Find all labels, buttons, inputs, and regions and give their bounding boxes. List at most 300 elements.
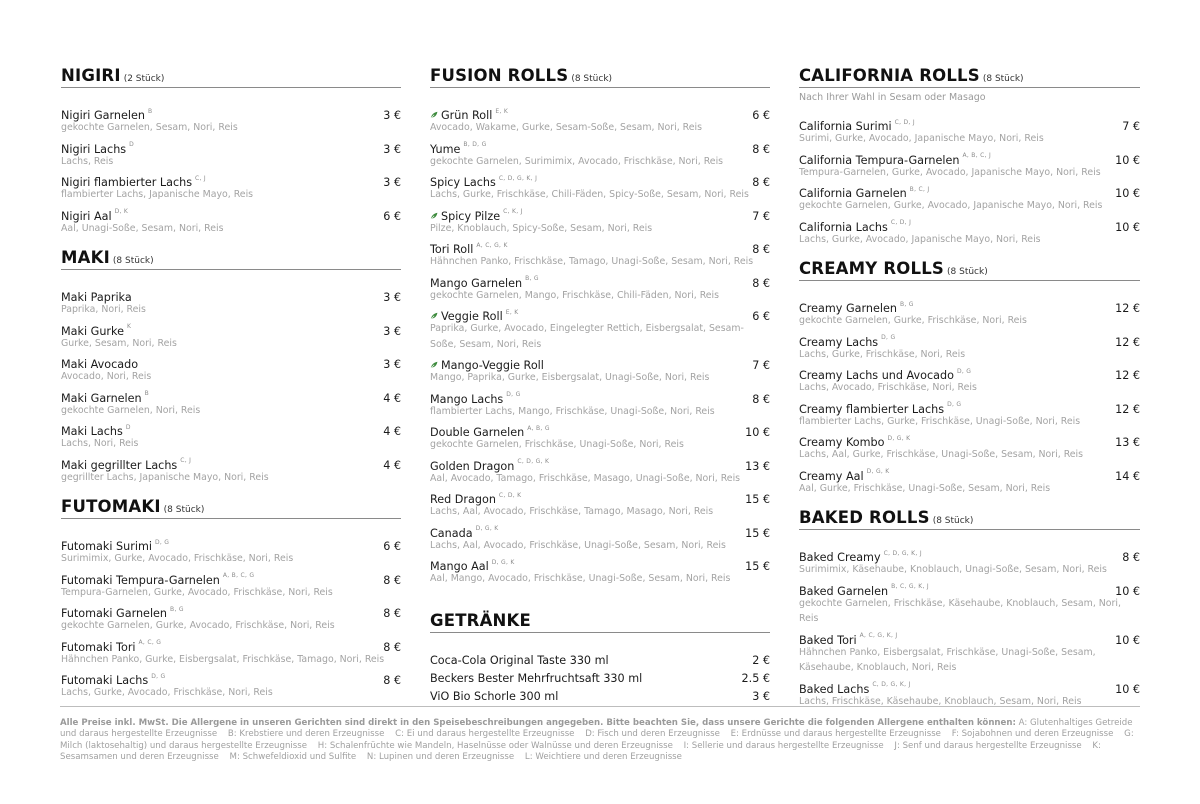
section-note: Nach Ihrer Wahl in Sesam oder Masago [799,92,986,103]
menu-item-row [430,649,770,665]
section-title: FUTOMAKI [61,497,161,516]
menu-item-description: Lachs, Aal, Avocado, Frischkäse, Unagi-Soße, Sesam, Nori, Reis [430,539,726,551]
menu-item-description: Lachs, Nori, Reis [61,438,139,449]
allergen-codes: E, K [495,107,509,115]
menu-item [799,465,1140,497]
section-getranke [430,589,770,701]
allergen-codes: C, D, G, K [517,458,550,466]
menu-item-row [61,353,401,369]
menu-item [430,522,770,554]
menu-item-row [799,331,1140,347]
allergen-codes: B, G [899,300,914,308]
allergen-codes: D, G [881,334,896,342]
menu-item-name-wrap [430,685,558,704]
section-header [61,66,401,88]
allergen-legend-item: K: Sesamsamen und deren Erzeugnisse [60,740,1101,762]
menu-item-price: 8 € [752,243,770,256]
menu-item [61,636,401,668]
menu-item-row [430,555,770,571]
allergen-legend-item: A: Glutenhaltiges Getreide und daraus hergestellte Erzeugnisse [60,718,1133,740]
section-portion: (8 Stück) [571,74,613,84]
menu-item [799,678,1140,710]
section-baked-rolls [799,498,1140,709]
menu-item [799,149,1140,181]
menu-item-name: Baked Lachs [799,682,870,696]
allergen-legend-item: F: Sojabohnen und deren Erzeugnisse [951,729,1114,740]
menu-item [430,171,770,203]
menu-item-price: 8 € [752,392,770,406]
menu-item-name: Coca-Cola Original Taste 330 ml [430,653,609,667]
menu-item-name: ViO Bio Schorle 300 ml [430,689,559,703]
menu-item-price: 12 € [1115,369,1140,382]
menu-item-price: 4 € [383,458,401,472]
menu-item-price: 3 € [383,142,401,156]
menu-item [430,488,770,520]
menu-item [61,535,401,567]
menu-item [799,331,1140,363]
section-maki [61,238,401,485]
section-nigiri [61,66,401,236]
menu-item-description: Pilze, Knoblauch, Spicy-Soße, Sesam, Nori, Reis [430,222,653,234]
menu-item-price: 12 € [1115,335,1140,349]
menu-item-price: 7 € [752,359,770,372]
menu-item-price: 8 € [752,276,770,290]
menu-item [430,138,770,170]
menu-item-price: 4 € [383,425,401,438]
allergen-codes: D, G [956,367,972,375]
menu-item-name: Futomaki Tori [61,640,136,654]
allergen-codes: D, G [154,538,170,546]
allergen-codes: D, G [151,672,166,680]
menu-item [430,685,770,701]
menu-item [61,286,401,318]
menu-item-name: Nigiri Garnelen [61,109,145,122]
menu-item-name: Double Garnelen [430,426,525,439]
menu-item [430,305,770,352]
menu-item-row [799,115,1140,131]
menu-item-name: Nigiri Lachs [61,142,127,156]
menu-item-description: Lachs, Gurke, Avocado, Frischkäse, Nori, Reis [61,687,273,698]
menu-item-row [430,104,770,120]
menu-item-name: Maki Lachs [61,425,123,438]
menu-column-3 [799,66,1140,711]
veggie-leaf-icon [430,111,438,119]
menu-item-price: 14 € [1115,469,1140,483]
section-california-rolls [799,66,1140,247]
menu-item-row [799,465,1140,481]
menu-item-description: gekochte Garnelen, Gurke, Frischkäse, Nori, Reis [799,315,1027,326]
allergen-legend-item: M: Schwefeldioxid und Sulfite [229,751,357,762]
menu-item-row [61,286,401,302]
menu-item-list [61,535,401,701]
menu-item-name: Mango Garnelen [430,276,523,290]
menu-item-name: Futomaki Surimi [61,540,152,553]
menu-item-name: Maki Paprika [61,291,132,304]
allergen-codes: D [129,141,135,149]
section-header [61,497,401,519]
menu-item-row [61,320,401,336]
menu-item-row [61,387,401,403]
allergen-codes: C, D, K [498,491,522,499]
menu-item-name: Red Dragon [430,493,496,506]
menu-item-description: Lachs, Frischkäse, Käsehaube, Knoblauch, Sesam, Nori, Reis [799,695,1082,707]
menu-item-row [430,138,770,154]
menu-item-name: Creamy Lachs und Avocado [799,369,954,382]
menu-item [61,420,401,452]
section-title: GETRÄNKE [430,610,532,630]
menu-item-description: Avocado, Nori, Reis [61,371,152,382]
menu-item-row [430,421,770,437]
menu-item-row [799,546,1140,562]
section-futomaki [61,487,401,701]
menu-item-row [61,602,401,618]
section-portion: (2 Stück) [123,74,165,84]
allergen-codes: A, B, C, G [222,572,255,580]
menu-item-description: Aal, Gurke, Frischkäse, Unagi-Soße, Sesam, Nori, Reis [799,482,1051,494]
menu-item-price: 2.5 € [741,671,770,685]
menu-item-description: Aal, Mango, Avocado, Frischkäse, Unagi-Soße, Sesam, Nori, Reis [430,573,731,584]
menu-item-description: Avocado, Wakame, Gurke, Sesam-Soße, Sesam, Nori, Reis [430,122,702,133]
menu-item-list [430,649,770,701]
menu-item [430,421,770,453]
menu-item-row [799,629,1140,645]
menu-item-price: 8 € [383,674,401,687]
menu-item-row [799,182,1140,198]
menu-item-name: Creamy Kombo [799,436,885,449]
menu-item-price: 3 € [752,689,770,703]
menu-item-name: Nigiri flambierter Lachs [61,176,193,189]
menu-item [799,546,1140,578]
menu-item-name: Creamy Lachs [799,335,879,349]
allergen-codes: A, B, C, J [962,152,992,160]
menu-item-description: Surimimix, Gurke, Avocado, Frischkäse, Nori, Reis [61,553,294,564]
allergen-codes: A, C, G [138,639,162,647]
menu-item-price: 13 € [745,459,770,473]
menu-item-row [430,238,770,254]
menu-item-row [61,138,401,154]
menu-item-name: Maki Gurke [61,324,124,338]
menu-item-row [61,535,401,551]
menu-item-description: Hähnchen Panko, Frischkäse, Tamago, Unagi-Soße, Sesam, Nori, Reis [430,256,754,267]
menu-item-name: Maki gegrillter Lachs [61,458,178,472]
allergen-codes: B, G [170,605,184,613]
menu-item-list [799,546,1140,709]
menu-item-description: flambierter Lachs, Japanische Mayo, Reis [61,189,254,200]
menu-item [799,216,1140,248]
section-portion: (8 Stück) [982,74,1024,84]
section-portion: (8 Stück) [163,505,205,515]
menu-item-price: 15 € [745,493,770,506]
menu-item-list [61,104,401,236]
menu-item-name: Maki Garnelen [61,391,142,405]
menu-item-row [799,678,1140,694]
menu-item-price: 8 € [383,573,401,587]
menu-item-name: Baked Garnelen [799,584,889,598]
section-portion: (8 Stück) [932,516,974,526]
allergen-codes: D, G, K [866,468,890,476]
section-title: MAKI [61,248,110,267]
menu-item-name-wrap [430,649,609,668]
allergen-codes: A, C, G, K, J [859,632,898,640]
allergen-codes: D, G, K [475,525,499,533]
menu-item-price: 3 € [383,291,401,304]
menu-item-name: California Tempura-Garnelen [799,153,960,167]
menu-item [430,354,770,386]
menu-item-description: Surimi, Gurke, Avocado, Japanische Mayo, Nori, Reis [799,133,1044,144]
menu-item [430,272,770,304]
menu-item [799,115,1140,147]
menu-item-description: Tempura-Garnelen, Gurke, Avocado, Japanische Mayo, Nori, Reis [799,166,1101,178]
allergen-codes: E, K [505,308,519,316]
menu-item-description: Tempura-Garnelen, Gurke, Avocado, Frischkäse, Nori, Reis [61,586,333,598]
menu-item-row [799,149,1140,165]
allergen-codes: D, G, K [491,558,515,566]
allergen-codes: C, D, G, K, J [498,174,538,182]
menu-item [61,104,401,136]
menu-item-row [430,488,770,504]
allergen-codes: D, G [506,391,521,399]
section-creamy-rolls [799,249,1140,496]
menu-item-description: Hähnchen Panko, Eisbergsalat, Frischkäse, Unagi-Soße, Sesam, Käsehaube, Knoblauch, Nori, Reis [799,646,1096,673]
menu-item-description: Lachs, Gurke, Avocado, Japanische Mayo, Nori, Reis [799,233,1041,245]
allergen-codes: B, D, G [463,141,487,149]
menu-item-name: Golden Dragon [430,459,515,473]
menu-item-name: Baked Creamy [799,551,881,564]
menu-item [61,569,401,601]
menu-item-row [799,580,1140,596]
allergen-codes: B, C, G, K, J [891,583,929,591]
section-title: BAKED ROLLS [799,508,930,527]
menu-item-description: Mango, Paprika, Gurke, Eisbergsalat, Unagi-Soße, Nori, Reis [430,372,710,383]
section-header [799,508,1140,530]
menu-item-row [430,272,770,288]
menu-item-description: Aal, Avocado, Tamago, Frischkäse, Masago, Unagi-Soße, Nori, Reis [430,472,741,484]
menu-item-row [61,420,401,436]
menu-item-price: 3 € [383,358,401,371]
menu-item-price: 13 € [1115,436,1140,449]
allergen-legend-item: E: Erdnüsse und daraus hergestellte Erzeugnisse [730,729,941,740]
menu-item-description: Paprika, Gurke, Avocado, Eingelegter Rettich, Eisbergsalat, Sesam-Soße, Sesam, Nori, Reis [430,323,744,350]
menu-item-name: Mango Aal [430,560,489,573]
menu-item-price: 4 € [383,391,401,405]
menu-item [61,205,401,237]
allergen-codes: C, D, J [890,219,912,227]
allergen-legend-item: D: Fisch und deren Erzeugnisse [585,729,720,740]
menu-item [430,238,770,270]
menu-item-price: 6 € [752,310,770,323]
menu-item-price: 12 € [1115,302,1140,315]
menu-item-row [430,354,770,370]
menu-item-name: California Surimi [799,120,892,133]
menu-item-description: gekochte Garnelen, Surimimix, Avocado, Frischkäse, Nori, Reis [430,155,724,167]
menu-item-price: 3 € [383,176,401,189]
menu-item-description: Paprika, Nori, Reis [61,304,146,315]
allergen-codes: A, C, G, K [476,241,508,249]
allergen-codes: C, D, J [894,118,915,126]
allergen-codes: K [126,323,132,331]
menu-item-name: Creamy Aal [799,469,864,483]
menu-item-name: Yume [430,142,461,156]
menu-item-description: flambierter Lachs, Mango, Frischkäse, Unagi-Soße, Nori, Reis [430,405,715,417]
menu-item-name: Mango Lachs [430,392,504,406]
allergen-codes: B, G [525,275,539,283]
allergen-codes: C, J [195,174,207,182]
menu-item [799,364,1140,396]
veggie-leaf-icon [430,312,438,320]
menu-item-list [799,297,1140,496]
menu-item-row [430,305,770,321]
menu-item-price: 10 € [1115,153,1140,167]
allergen-codes: A, B, G [527,424,550,432]
allergen-legend-item: L: Weichtiere und deren Erzeugnisse [524,751,682,762]
allergen-codes: D [125,423,131,431]
menu-item [799,182,1140,214]
menu-item-name: Maki Avocado [61,358,139,371]
menu-item-list [799,115,1140,247]
menu-item-name: Mango-Veggie Roll [441,359,544,372]
menu-item [430,104,770,136]
menu-item-description: gekochte Garnelen, Mango, Frischkäse, Chili-Fäden, Nori, Reis [430,289,720,301]
menu-item-row [799,216,1140,232]
menu-item [61,602,401,634]
menu-item-description: gekochte Garnelen, Sesam, Nori, Reis [61,122,238,133]
allergen-legend-item: J: Senf und daraus hergestellte Erzeugnisse [894,740,1082,751]
menu-item-price: 10 € [745,426,770,439]
menu-column-2 [430,66,770,703]
menu-item-description: Aal, Unagi-Soße, Sesam, Nori, Reis [61,222,224,234]
menu-item-description: Lachs, Gurke, Frischkäse, Nori, Reis [799,348,966,360]
menu-item-name: Futomaki Garnelen [61,607,168,620]
menu-item-name-wrap [430,667,642,686]
section-header [61,248,401,270]
menu-item-price: 7 € [752,209,770,223]
menu-item-list [61,286,401,485]
menu-item-price: 6 € [752,109,770,122]
allergen-legend-item: B: Krebstiere und deren Erzeugnisse [227,729,385,740]
menu-item-price: 15 € [745,560,770,573]
menu-item [430,649,770,665]
menu-item-description: gekochte Garnelen, Nori, Reis [61,404,201,416]
menu-item-row [430,455,770,471]
section-header [799,259,1140,281]
menu-item-description: gekochte Garnelen, Frischkäse, Käsehaube, Knoblauch, Sesam, Nori, Reis [799,597,1121,624]
menu-item-price: 8 € [383,607,401,620]
menu-item-price: 8 € [752,142,770,156]
menu-item [61,171,401,203]
menu-item [799,398,1140,430]
menu-item-row [61,569,401,585]
allergen-legend-item: N: Lupinen und deren Erzeugnisse [366,751,515,762]
menu-item-row [61,205,401,221]
allergen-codes: D, G [947,401,962,409]
menu-item [61,387,401,419]
allergen-codes: C, K, J [503,208,523,216]
menu-item-price: 8 € [752,176,770,189]
menu-item [61,669,401,701]
menu-item-list [430,104,770,587]
menu-item-description: Lachs, Reis [61,155,114,167]
menu-item-name: Beckers Bester Mehrfruchtsaft 330 ml [430,671,643,685]
section-header [430,611,770,633]
menu-item-row [799,364,1140,380]
menu-item [799,431,1140,463]
menu-item [799,297,1140,329]
menu-item-row [61,454,401,470]
menu-item-name: California Garnelen [799,187,907,200]
menu-item-row [430,171,770,187]
menu-item-description: Hähnchen Panko, Gurke, Eisbergsalat, Frischkäse, Tamago, Nori, Reis [61,653,385,665]
menu-item-description: flambierter Lachs, Gurke, Frischkäse, Unagi-Soße, Nori, Reis [799,415,1081,427]
menu-item-description: Gurke, Sesam, Nori, Reis [61,337,177,349]
menu-item-price: 8 € [383,640,401,654]
section-portion: (8 Stück) [947,267,988,277]
menu-item-row [430,522,770,538]
menu-item-price: 12 € [1115,402,1140,416]
menu-item-name: Baked Tori [799,633,857,647]
menu-item [430,667,770,683]
menu-item [430,455,770,487]
allergen-footer [60,706,1140,763]
menu-item-name: Tori Roll [430,243,474,256]
menu-item-name: Creamy Garnelen [799,302,897,315]
allergen-legend-item: G: Milch (laktosehaltig) und daraus hergestellte Erzeugnisse [60,729,1134,751]
menu-item-price: 3 € [383,109,401,122]
menu-item-row [61,171,401,187]
allergen-codes: D, K [114,208,129,216]
menu-item-description: gekochte Garnelen, Gurke, Avocado, Japanische Mayo, Nori, Reis [799,200,1103,211]
menu-item [61,454,401,486]
menu-item-price: 3 € [383,324,401,338]
menu-item-row [430,388,770,404]
menu-item [799,580,1140,627]
menu-item-description: gekochte Garnelen, Frischkäse, Unagi-Soße, Nori, Reis [430,439,684,450]
menu-item [430,388,770,420]
section-header [799,66,1140,88]
menu-item-description: Surimimix, Käsehaube, Knoblauch, Unagi-Soße, Sesam, Nori, Reis [799,564,1107,575]
veggie-leaf-icon [430,361,438,369]
allergen-codes: C, D, G, K, J [872,681,911,689]
allergen-legend-item: I: Sellerie und daraus hergestellte Erzeugnisse [683,740,884,751]
menu-item-description: Lachs, Aal, Avocado, Frischkäse, Tamago, Masago, Nori, Reis [430,506,714,517]
section-title: FUSION ROLLS [430,66,569,85]
menu-item-price: 7 € [1122,120,1140,133]
menu-item-price: 10 € [1115,633,1140,647]
section-fusion-rolls [430,66,770,587]
menu-item-price: 10 € [1115,682,1140,696]
menu-item-name: Grün Roll [441,109,493,122]
menu-item [61,138,401,170]
menu-item-price: 6 € [383,209,401,223]
menu-item-name: Creamy flambierter Lachs [799,402,945,416]
menu-item-name: Futomaki Lachs [61,674,149,687]
menu-item-price: 10 € [1115,187,1140,200]
menu-item-description: Lachs, Gurke, Frischkäse, Chili-Fäden, Spicy-Soße, Sesam, Nori, Reis [430,189,749,200]
veggie-leaf-icon [430,212,438,220]
menu-item [799,629,1140,676]
menu-item-price: 2 € [752,653,770,667]
allergen-codes: D, G, K [887,434,911,442]
menu-item-name: Spicy Pilze [441,209,501,223]
allergen-codes: C, J [180,457,192,465]
allergen-codes: B [144,390,150,398]
allergen-legend-item: C: Ei und daraus hergestellte Erzeugnisse [395,729,575,740]
section-title: NIGIRI [61,66,121,85]
menu-item-name: Spicy Lachs [430,176,496,189]
allergen-codes: B, C, J [909,185,930,193]
menu-item-row [61,104,401,120]
menu-item [430,205,770,237]
menu-item-row [61,636,401,652]
